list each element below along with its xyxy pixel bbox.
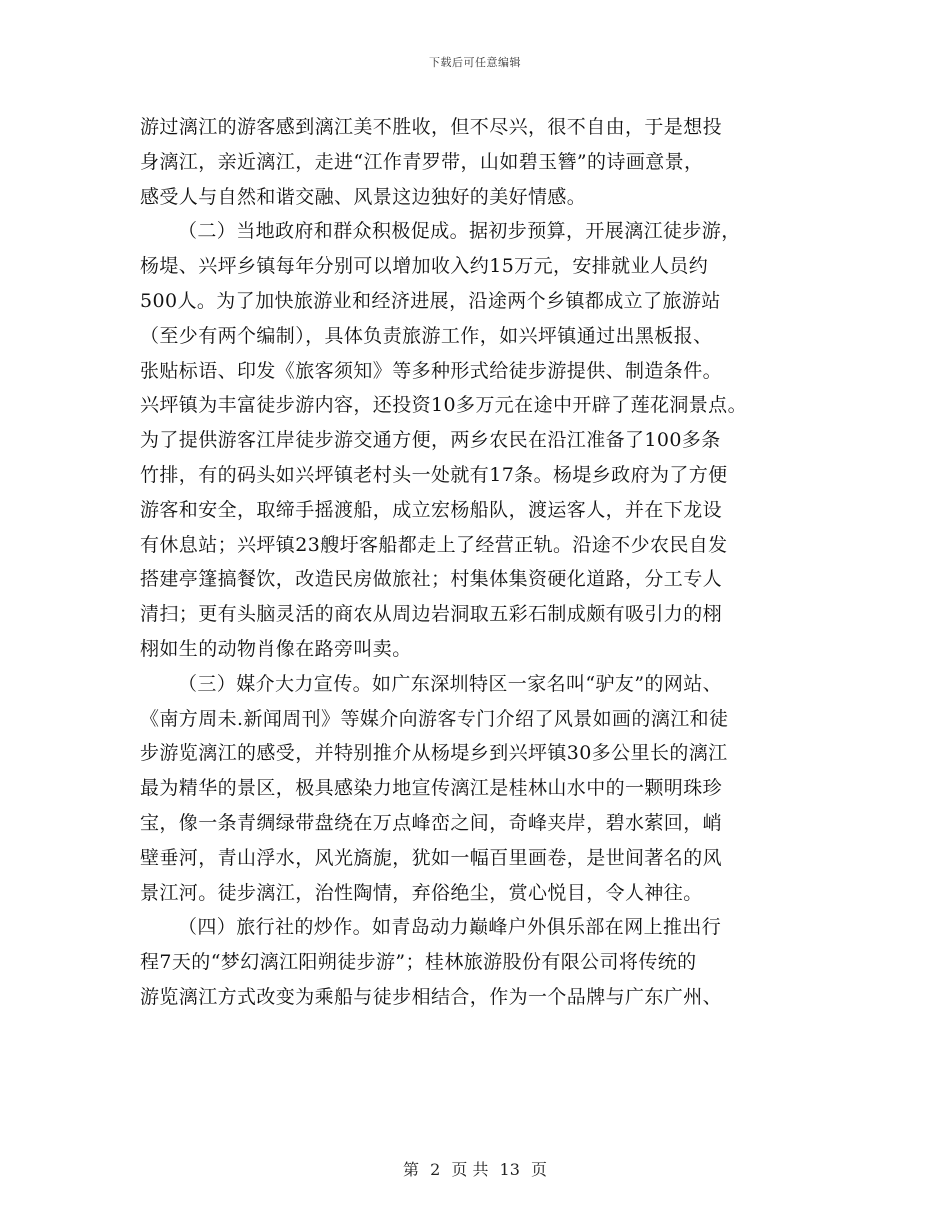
text-line: 感受人与自然和谐交融、风景这边独好的美好情感。 bbox=[140, 185, 587, 208]
text-line: 杨堤、兴坪乡镇每年分别可以增加收入约15万元，安排就业人员约 bbox=[140, 255, 709, 278]
text-line: 景江河。徒步漓江，治性陶情，弃俗绝尘，赏心悦目，令人神往。 bbox=[140, 881, 703, 904]
text-line: 竹排，有的码头如兴坪镇老村头一处就有17条。杨堤乡政府为了方便 bbox=[140, 463, 728, 486]
footer-total-pages: 13 bbox=[499, 1160, 520, 1179]
footer-middle: 页 共 bbox=[451, 1160, 489, 1179]
text-line: 最为精华的景区，极具感染力地宣传漓江是桂林山水中的一颗明珠珍 bbox=[140, 777, 723, 800]
text-line: 为了提供游客江岸徒步游交通方便，两乡农民在沿江准备了100多条 bbox=[140, 429, 721, 452]
text-line: 《南方周未.新闻周刊》等媒介向游客专门介绍了风景如画的漓江和徒 bbox=[140, 707, 729, 730]
footer-page-number: 2 bbox=[430, 1160, 441, 1179]
text-line: 宝，像一条青绸绿带盘绕在万点峰峦之间，奇峰夹岸，碧水萦回，峭 bbox=[140, 811, 723, 834]
text-line: 身漓江，亲近漓江，走进“江作青罗带，山如碧玉簪”的诗画意景， bbox=[140, 150, 704, 173]
header-note: 下载后可任意编辑 bbox=[429, 56, 521, 69]
text-line: 搭建亭篷搞餐饮，改造民房做旅社；村集体集资硬化道路，分工专人 bbox=[140, 568, 723, 591]
paragraph-first-line: （四）旅行社的炒作。如青岛动力巅峰户外俱乐部在网上推出行 bbox=[178, 916, 722, 939]
text-line: 栩如生的动物肖像在路旁叫卖。 bbox=[140, 637, 412, 660]
text-line: 张贴标语、印发《旅客须知》等多种形式给徒步游提供、制造条件。 bbox=[140, 359, 723, 382]
paragraph-first-line: （二）当地政府和群众积极促成。据初步预算，开展漓江徒步游， bbox=[178, 220, 741, 243]
page-footer bbox=[0, 1157, 950, 1180]
text-line: 500人。为了加快旅游业和经济进展，沿途两个乡镇都成立了旅游站 bbox=[140, 289, 721, 312]
text-line: 清扫；更有头脑灵活的商农从周边岩洞取五彩石制成颇有吸引力的栩 bbox=[140, 603, 723, 626]
text-line: 有休息站；兴坪镇23艘圩客船都走上了经营正轨。沿途不少农民自发 bbox=[140, 533, 728, 556]
text-line: 游览漓江方式改变为乘船与徒步相结合，作为一个品牌与广东广州、 bbox=[140, 985, 723, 1008]
text-line: 壁垂河，青山浮水，风光旖旎，犹如一幅百里画卷，是世间著名的风 bbox=[140, 846, 723, 869]
text-line: 兴坪镇为丰富徒步游内容，还投资10多万元在途中开辟了莲花洞景点。 bbox=[140, 394, 747, 417]
text-line: 程7天的“梦幻漓江阳朔徒步游”；桂林旅游股份有限公司将传统的 bbox=[140, 951, 697, 974]
footer-prefix: 第 bbox=[402, 1160, 419, 1179]
text-line: （至少有两个编制），具体负责旅游工作，如兴坪镇通过出黑板报、 bbox=[140, 324, 713, 347]
text-line: 游过漓江的游客感到漓江美不胜收，但不尽兴，很不自由，于是想投 bbox=[140, 116, 723, 138]
paragraph-first-line: （三）媒介大力宣传。如广东深圳特区一家名叫“驴友”的网站、 bbox=[178, 672, 723, 695]
footer-suffix: 页 bbox=[531, 1160, 548, 1179]
document-body bbox=[140, 110, 830, 1015]
text-line: 游客和安全，取缔手摇渡船，成立宏杨船队，渡运客人，并在下龙设 bbox=[140, 498, 723, 521]
text-line: 步游览漓江的感受，并特别推介从杨堤乡到兴坪镇30多公里长的漓江 bbox=[140, 742, 728, 765]
